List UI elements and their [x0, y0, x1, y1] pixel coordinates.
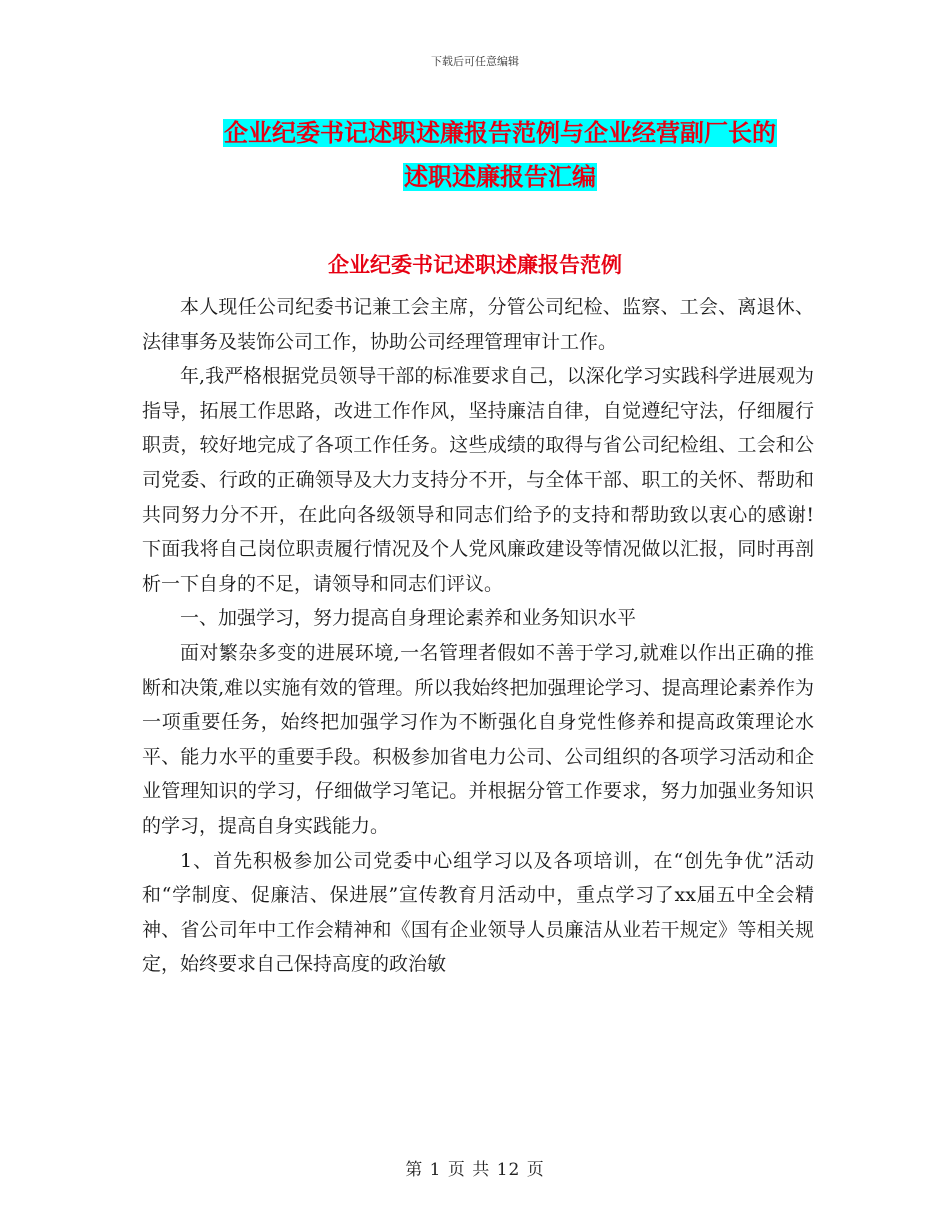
paragraph: 本人现任公司纪委书记兼工会主席，分管公司纪检、监察、工会、离退休、法律事务及装饰公司工作，协助公司经理管理审计工作。 [142, 296, 814, 353]
document-title-line-2 [140, 157, 860, 192]
page-footer: 第 1 页 共 12 页 [405, 1160, 545, 1180]
paragraph-heading: 一、加强学习，努力提高自身理论素养和业务知识水平 [180, 607, 637, 630]
title-highlight: 述职述廉报告汇编 [404, 163, 596, 191]
paragraph: 1、首先积极参加公司党委中心组学习以及各项培训，在“创先争优”活动和“学制度、促廉洁、保进展”宣传教育月活动中，重点学习了xx届五中全会精神、省公司年中工作会精神和《国有企业领导人员廉洁从业若干规定》等相关规定，始终要求自己保持高度的政治敏 [142, 849, 814, 976]
document-body [142, 290, 814, 982]
header-note: 下载后可任意编辑 [431, 55, 519, 68]
paragraph: 年,我严格根据党员领导干部的标准要求自己，以深化学习实践科学进展观为指导，拓展工作思路，改进工作作风，坚持廉洁自律，自觉遵纪守法，仔细履行职责，较好地完成了各项工作任务。这些成绩的取得与省公司纪检组、工会和公司党委、行政的正确领导及大力支持分不开，与全体干部、职工的关怀、帮助和共同努力分不开，在此向各级领导和同志们给予的支持和帮助致以衷心的感谢!下面我将自己岗位职责履行情况及个人党风廉政建设等情况做以汇报，同时再剖析一下自身的不足，请领导和同志们评议。 [142, 365, 814, 595]
title-highlight: 企业纪委书记述职述廉报告范例与企业经营副厂长的 [224, 119, 776, 147]
paragraph: 面对繁杂多变的进展环境,一名管理者假如不善于学习,就难以作出正确的推断和决策,难以实施有效的管理。所以我始终把加强理论学习、提高理论素养作为一项重要任务，始终把加强学习作为不断强化自身党性修养和提高政策理论水平、能力水平的重要手段。积极参加省电力公司、公司组织的各项学习活动和企业管理知识的学习，仔细做学习笔记。并根据分管工作要求，努力加强业务知识的学习，提高自身实践能力。 [142, 641, 814, 837]
document-title-line-1 [140, 113, 860, 148]
section-title: 企业纪委书记述职述廉报告范例 [328, 253, 622, 277]
